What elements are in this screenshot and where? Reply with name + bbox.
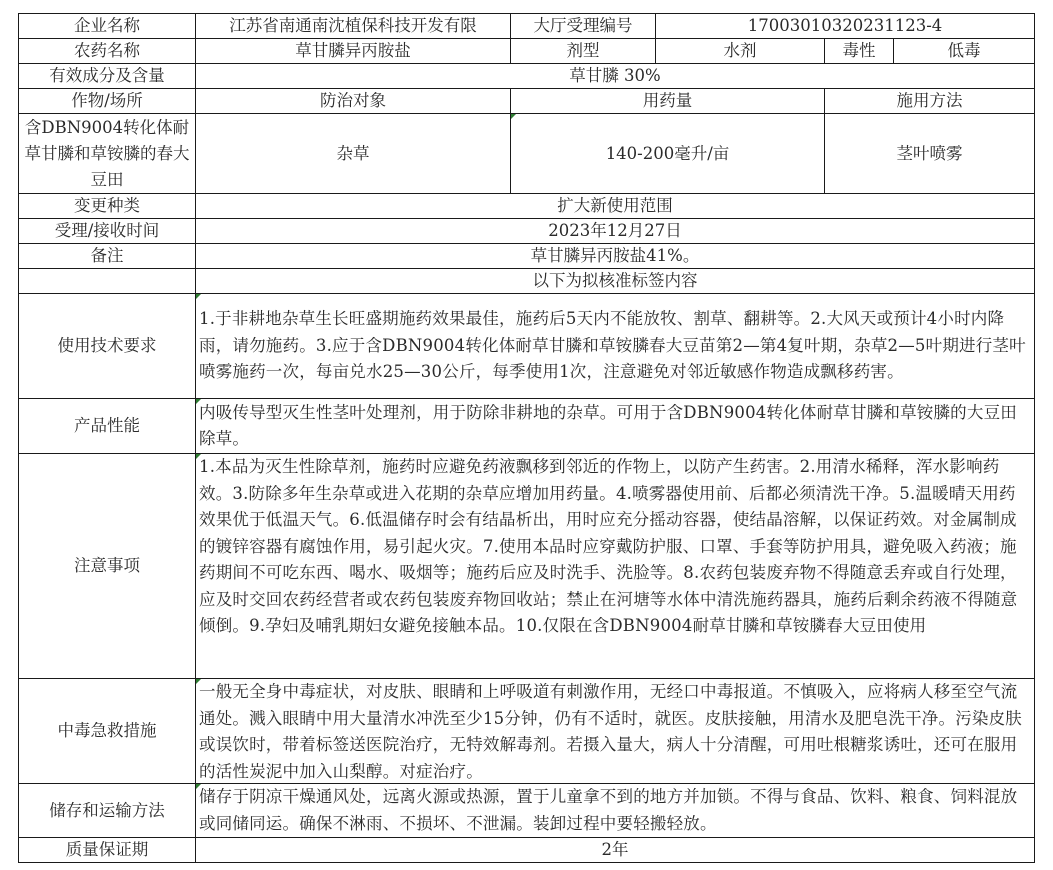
first-aid-value <box>196 679 1035 784</box>
target-value: 杂草 <box>196 114 511 194</box>
tech-requirements-value: 1.于非耕地杂草生长旺盛期施药效果最佳，施药后5天内不能放牧、割草、翻耕等。2.大风天或预计4小时内降雨，请勿施药。3.应于含DBN9004转化体耐草甘膦和草铵膦春大豆苗第2—第4复叶期，杂草2—5叶期进行茎叶喷雾施药一次，每亩兑水25—30公斤，每季使用1次，注意避免对邻近敏感作物造成飘移药害。 <box>196 294 1035 399</box>
shelf-life-label: 质量保证期 <box>19 838 196 863</box>
change-type-label: 变更种类 <box>19 194 196 219</box>
performance-value: 内吸传导型灭生性茎叶处理剂，用于防除非耕地的杂草。可用于含DBN9004转化体耐草甘膦和草铵膦的大豆田除草。 <box>196 399 1035 454</box>
received-time-value: 2023年12月27日 <box>196 219 1035 244</box>
receipt-number-value: 17003010320231123-4 <box>656 14 1035 39</box>
precautions-value <box>196 454 1035 679</box>
row-remark <box>19 244 1035 269</box>
row-usage <box>19 114 1035 194</box>
company-label: 企业名称 <box>19 14 196 39</box>
row-precautions <box>19 454 1035 679</box>
formulation-label: 剂型 <box>511 39 656 64</box>
formulation-value: 水剂 <box>656 39 825 64</box>
storage-label: 储存和运输方法 <box>19 784 196 838</box>
company-value: 江苏省南通南沈植保科技开发有限 <box>196 14 511 39</box>
label-intro-value: 以下为拟核准标签内容 <box>196 269 1035 294</box>
label-intro-blank <box>19 269 196 294</box>
crop-value: 含DBN9004转化体耐草甘膦和草铵膦的春大豆田 <box>19 114 196 194</box>
ingredient-value: 草甘膦 30% <box>196 64 1035 89</box>
row-tech-requirements <box>19 294 1035 399</box>
row-ingredient <box>19 64 1035 89</box>
row-company <box>19 14 1035 39</box>
toxicity-value: 低毒 <box>894 39 1035 64</box>
dosage-header: 用药量 <box>511 89 825 114</box>
first-aid-text: 一般无全身中毒症状，对皮肤、眼睛和上呼吸道有刺激作用，无经口中毒报道。不慎吸入，应将病人移至空气流通处。溅入眼睛中用大量清水冲洗至少15分钟，仍有不适时，就医。皮肤接触，用清水及肥皂洗干净。污染皮肤或误饮时，带着标签送医院治疗，无特效解毒剂。若摄入量大，病人十分清醒，可用吐根糖浆诱吐，还可在服用的活性炭泥中加入山梨醇。对症治疗。 <box>199 682 1022 781</box>
row-pesticide <box>19 39 1035 64</box>
row-performance <box>19 399 1035 454</box>
method-header: 施用方法 <box>825 89 1035 114</box>
receipt-number-label: 大厅受理编号 <box>511 14 656 39</box>
row-change-type <box>19 194 1035 219</box>
precautions-text: 1.本品为灭生性除草剂，施药时应避免药液飘移到邻近的作物上，以防产生药害。2.用清水稀释，浑水影响药效。3.防除多年生杂草或进入花期的杂草应增加用药量。4.喷雾器使用前、后都必须清洗干净。5.温暖晴天用药效果优于低温天气。6.低温储存时会有结晶析出，用时应充分摇动容器，使结晶溶解，以保证药效。对金属制成的镀锌容器有腐蚀作用，易引起火灾。7.使用本品时应穿戴防护服、口罩、手套等防护用具，避免吸入药液；施药期间不可吃东西、喝水、吸烟等；施药后应及时洗手、洗脸等。8.农药包装废弃物不得随意丢弃或自行处理，应及时交回农药经营者或农药包装废弃物回收站；禁止在河塘等水体中清洗施药器具，施药后剩余药液不得随意倾倒。9.孕妇及哺乳期妇女避免接触本品。10.仅限在含DBN9004耐草甘膦和草铵膦春大豆田使用 <box>199 457 1018 635</box>
change-type-value: 扩大新使用范围 <box>196 194 1035 219</box>
row-received-time <box>19 219 1035 244</box>
method-value: 茎叶喷雾 <box>825 114 1035 194</box>
storage-value: 储存于阴凉干燥通风处，远离火源或热源，置于儿童拿不到的地方并加锁。不得与食品、饮料、粮食、饲料混放或同储同运。确保不淋雨、不损坏、不泄漏。装卸过程中要轻搬轻放。 <box>196 784 1035 838</box>
pesticide-name-label: 农药名称 <box>19 39 196 64</box>
tech-requirements-label: 使用技术要求 <box>19 294 196 399</box>
row-label-intro <box>19 269 1035 294</box>
row-usage-header <box>19 89 1035 114</box>
first-aid-label: 中毒急救措施 <box>19 679 196 784</box>
performance-label: 产品性能 <box>19 399 196 454</box>
ingredient-label: 有效成分及含量 <box>19 64 196 89</box>
received-time-label: 受理/接收时间 <box>19 219 196 244</box>
toxicity-label: 毒性 <box>825 39 894 64</box>
precautions-label: 注意事项 <box>19 454 196 679</box>
row-first-aid <box>19 679 1035 784</box>
pesticide-name-value: 草甘膦异丙胺盐 <box>196 39 511 64</box>
crop-header: 作物/场所 <box>19 89 196 114</box>
row-shelf-life <box>19 838 1035 863</box>
remark-label: 备注 <box>19 244 196 269</box>
remark-value: 草甘膦异丙胺盐41%。 <box>196 244 1035 269</box>
dosage-value: 140-200毫升/亩 <box>511 114 825 194</box>
target-header: 防治对象 <box>196 89 511 114</box>
row-storage <box>19 784 1035 838</box>
shelf-life-value: 2年 <box>196 838 1035 863</box>
pesticide-registration-table <box>18 13 1035 863</box>
